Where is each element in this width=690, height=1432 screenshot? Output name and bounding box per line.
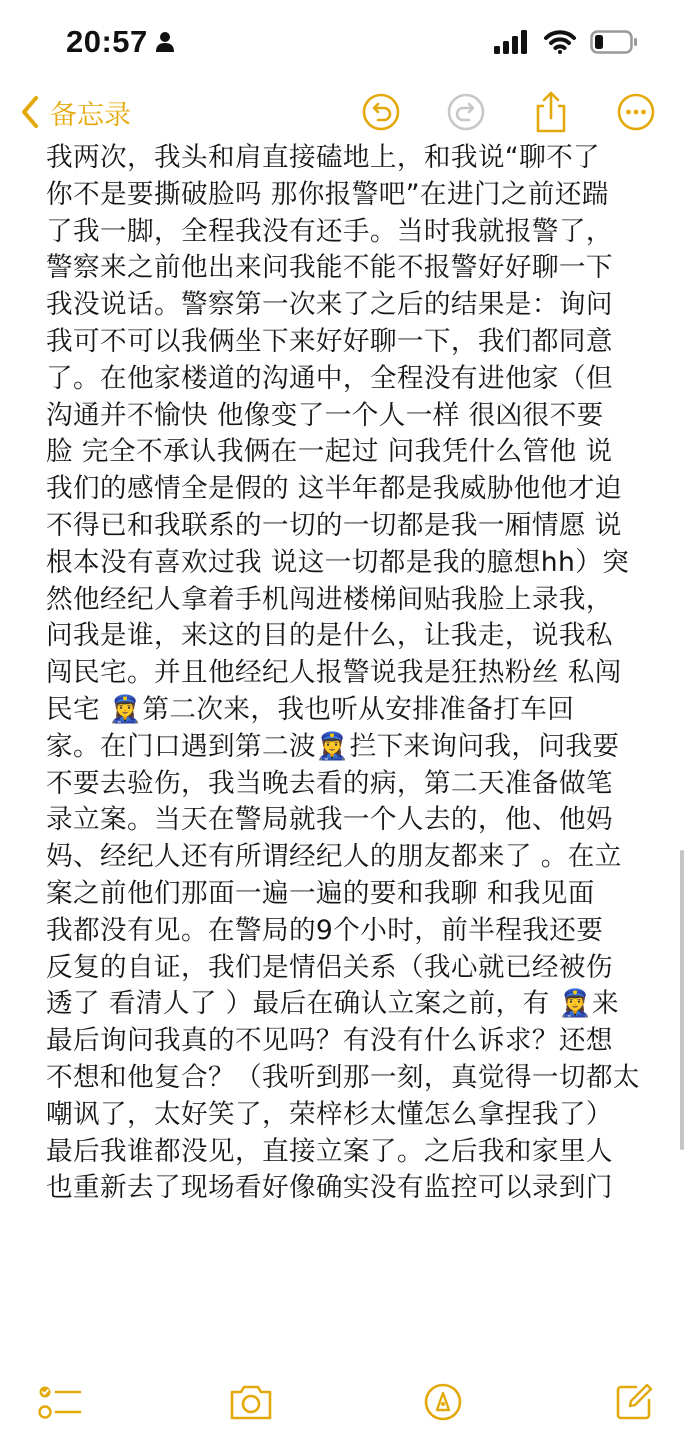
note-line: 我两次，我头和肩直接磕地上，和我说“聊不了: [46, 142, 601, 173]
camera-button[interactable]: [225, 1376, 277, 1428]
status-time-group: [66, 24, 174, 60]
status-time: 20:57: [66, 24, 148, 59]
note-line: 最后询问我真的不见吗？有没有什么诉求？还想: [46, 1025, 613, 1057]
note-line: 警察来之前他出来问我能不能不报警好好聊一下: [46, 252, 613, 284]
note-line: 闯民宅。并且他经纪人报警说我是狂热粉丝 私闯: [46, 657, 622, 689]
note-line: 也重新去了现场看好像确实没有监控可以录到门: [46, 1172, 613, 1204]
status-bar: [0, 0, 690, 84]
chevron-left-icon: [20, 95, 40, 129]
redo-icon: [446, 92, 486, 132]
note-line: 嘲讽了，太好笑了，荣梓杉太懂怎么拿捏我了）: [46, 1098, 613, 1130]
note-line: 沟通并不愉快 他像变了一个人一样 很凶很不要: [46, 399, 604, 431]
share-icon: [532, 90, 570, 134]
note-line: 录立案。当天在警局就我一个人去的，他、他妈: [46, 804, 613, 836]
back-label: 备忘录: [50, 99, 131, 131]
cellular-signal-icon: [494, 30, 530, 54]
note-line: 了。在他家楼道的沟通中，全程没有进他家（但: [46, 362, 613, 394]
undo-button[interactable]: [357, 88, 405, 136]
compose-button[interactable]: [608, 1376, 660, 1428]
more-icon: [616, 92, 656, 132]
note-line: 不想和他复合？（我听到那一刻，真觉得一切都太: [46, 1061, 640, 1093]
note-line: 民宅 👮‍♀️第二次来，我也听从安排准备打车回: [46, 693, 575, 725]
compose-icon: [614, 1382, 654, 1422]
note-line: 根本没有喜欢过我 说这一切都是我的臆想hh）突: [46, 546, 630, 578]
note-line: 最后我谁都没见，直接立案了。之后我和家里人: [46, 1135, 613, 1167]
undo-icon: [361, 92, 401, 132]
status-icons: [494, 30, 638, 54]
camera-icon: [228, 1383, 274, 1421]
markup-pen-icon: [423, 1382, 463, 1422]
note-line: 我都没有见。在警局的9个小时，前半程我还要: [46, 914, 604, 946]
share-button[interactable]: [527, 88, 575, 136]
scroll-indicator[interactable]: [680, 850, 684, 1150]
note-line: 我可不可以我俩坐下来好好聊一下，我们都同意: [46, 325, 613, 357]
nav-actions: [357, 88, 660, 136]
note-line: 了我一脚，全程我没有还手。当时我就报警了，: [46, 215, 613, 247]
markup-button[interactable]: [417, 1376, 469, 1428]
note-line: 不得已和我联系的一切的一切都是我一厢情愿 说: [46, 509, 622, 541]
note-line: 脸 完全不承认我俩在一起过 问我凭什么管他 说: [46, 436, 613, 468]
checklist-button[interactable]: [34, 1376, 86, 1428]
bottom-toolbar: [0, 1372, 690, 1432]
note-body[interactable]: [46, 140, 656, 1350]
note-line: 案之前他们那面一遍一遍的要和我聊 和我见面: [46, 877, 595, 909]
redo-button[interactable]: [442, 88, 490, 136]
note-line: 我没说话。警察第一次来了之后的结果是：询问: [46, 289, 613, 321]
person-icon: [156, 31, 174, 53]
back-button[interactable]: [20, 93, 131, 132]
note-line: 反复的自证，我们是情侣关系（我心就已经被伤: [46, 951, 613, 983]
note-line: 妈、经纪人还有所谓经纪人的朋友都来了 。在立: [46, 841, 622, 873]
note-line: 家。在门口遇到第二波👮‍♀️拦下来询问我，问我要: [46, 730, 620, 762]
wifi-icon: [544, 30, 576, 54]
note-line: 我们的感情全是假的 这半年都是我威胁他他才迫: [46, 473, 622, 505]
note-line: 透了 看清人了 ）最后在确认立案之前，有 👮‍♀️来: [46, 988, 619, 1020]
navigation-bar: [0, 84, 690, 140]
checklist-icon: [38, 1382, 82, 1422]
battery-icon: [590, 30, 638, 54]
note-line: 不要去验伤，我当晚去看的病，第二天准备做笔: [46, 767, 613, 799]
note-line: 你不是要撕破脸吗 那你报警吧”在进门之前还踹: [46, 178, 609, 210]
more-button[interactable]: [612, 88, 660, 136]
note-line: 问我是谁，来这的目的是什么，让我走，说我私: [46, 620, 613, 652]
note-line: 然他经纪人拿着手机闯进楼梯间贴我脸上录我，: [46, 583, 613, 615]
